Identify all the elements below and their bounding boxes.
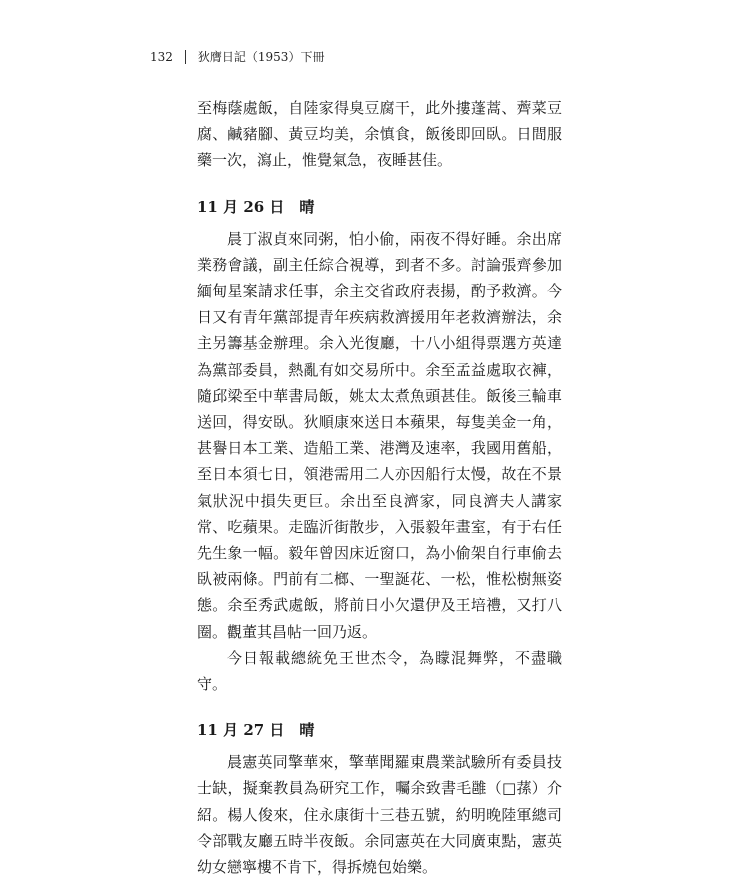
entry-date: 11 月 26 日	[197, 197, 285, 216]
entry-date-heading	[197, 717, 562, 743]
entry-weather: 晴	[299, 721, 315, 740]
page-number: 132	[150, 49, 173, 64]
entry-date-heading	[197, 194, 562, 220]
entry-date: 11 月 27 日	[197, 721, 285, 740]
entry-paragraph: 今日報載總統免王世杰令，為矇混舞弊，不盡職守。	[197, 648, 562, 694]
entry-paragraph: 晨丁淑貞來同粥，怕小偷，兩夜不得好睡。余出席業務會議，副主任綜合視導，到者不多。討論張齊參加緬甸星案請求任事，余主交省政府表揚，酌予救濟。今日又有青年黨部提青年疾病救濟援用年老救濟辦法，余主另籌基金辦理。余入光復廳，十八小組得票選方英達為黨部委員，熱亂有如交易所中。余至孟益處取衣褲，隨邱梁至中華書局飯，姚太太煮魚頭甚佳。飯後三輪車送回，得安臥。狄順康來送日本蘋果，每隻美金一角，甚譽日本工業、造船工業、港灣及速率，我國用舊船，至日本須七日，領港需用二人亦因船行太慢，故在不景氣狀況中損失更巨。余出至良濟家，同良濟夫人講家常、吃蘋果。走臨沂街散步，入張毅年畫室，有于右任先生象一幅。毅年曾因床近窗口，為小偷架自行車偷去臥被兩條。門前有二榔、一聖誕花、一松，惟松樹無姿態。余至秀武處飯，將前日小欠還伊及王培禮，又打八圈。觀董其昌帖一回乃返。	[197, 229, 562, 641]
page-header	[150, 48, 324, 65]
book-title: 狄膺日記（1953）下冊	[197, 50, 325, 64]
page-body	[197, 95, 562, 880]
intro-paragraph: 至梅蔭處飯，自陸家得臭豆腐干，此外摟蓬蒿、薺菜豆腐、鹹豬腳、黃豆均美，余慎食，飯後即回臥。日間服藥一次，瀉止，惟覺氣急，夜睡甚佳。	[197, 99, 562, 170]
entry-weather: 晴	[299, 197, 315, 216]
entry-paragraph: 晨憲英同擎華來，擎華聞羅東農業試驗所有委員技士缺，擬棄教員為研究工作，囑余致書毛雝（□蓀）介紹。楊人俊來，住永康街十三巷五號，約明晚陸軍總司令部戰友廳五時半夜飯。余同憲英在大同廣東點，憲英幼女戀寧樓不肯下，得拆燒包始樂。	[197, 753, 562, 877]
header-divider	[185, 50, 186, 64]
